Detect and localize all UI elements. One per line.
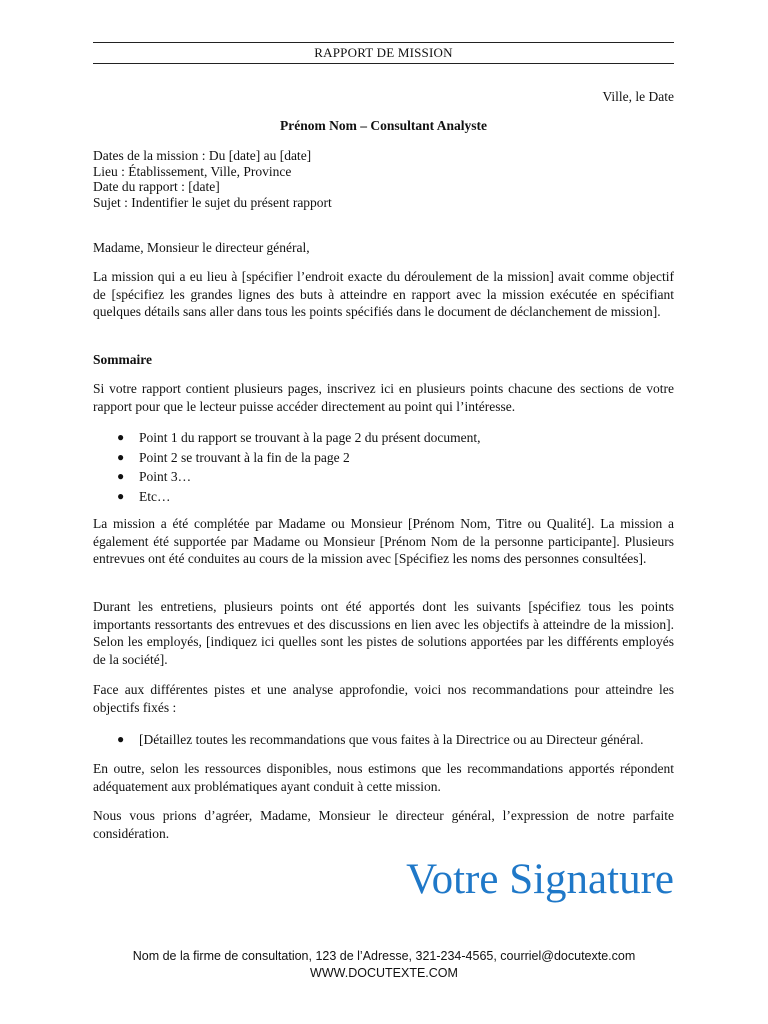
bullet-icon: ● <box>117 488 125 503</box>
signature: Votre Signature <box>406 856 674 903</box>
mission-meta <box>93 148 332 210</box>
list-item <box>93 487 674 507</box>
closing-text: Nous vous prions d’agréer, Madame, Monsieur le directeur général, l’expression de notre parfaite considération. <box>93 808 674 841</box>
header-bottom-rule <box>93 63 674 64</box>
closing-paragraph <box>93 807 674 842</box>
author-title: Prénom Nom – Consultant Analyste <box>279 118 487 133</box>
meta-location: Lieu : Établissement, Ville, Province <box>93 163 292 179</box>
meta-subject: Sujet : Indentifier le sujet du présent rapport <box>93 194 332 210</box>
summary-text: Si votre rapport contient plusieurs pages, inscrivez ici en plusieurs points chacune des sections de votre rapport pour que le lecteur puisse accéder directement au point qui l’intéresse. <box>93 381 674 414</box>
intro-text: La mission qui a eu lieu à [spécifier l’endroit exacte du déroulement de la mission] avait comme objectif de [spécifiez les grandes lignes des buts à atteindre en rapport avec la mission exécutée en spécifiant quelques détails sans aller dans tous les points spécifiés dans le document de déclanchement de mission]. <box>93 269 674 319</box>
bullet-icon: ● <box>117 449 125 464</box>
intro-paragraph <box>93 268 674 321</box>
completion-paragraph <box>93 515 674 568</box>
footer-website: WWW.DOCUTEXTE.COM <box>310 966 458 980</box>
header-top-rule <box>93 42 674 43</box>
summary-points-list <box>93 428 674 506</box>
summary-heading-text: Sommaire <box>93 352 152 367</box>
summary-heading <box>93 351 674 369</box>
bullet-icon: ● <box>117 469 125 483</box>
bullet-icon: ● <box>117 732 125 746</box>
list-item <box>93 448 674 468</box>
salutation-text: Madame, Monsieur le directeur général, <box>93 240 310 255</box>
completion-text: La mission a été complétée par Madame ou Monsieur [Prénom Nom, Titre ou Qualité]. La mission a également été supportée par Madame ou Monsieur [Prénom Nom de la personne participante]. Plusieurs entrevues ont été conduites au cours de la mission avec [Spécifiez les noms des personnes consultées]. <box>93 516 674 566</box>
recommendations-list <box>93 730 674 750</box>
list-item-text: Point 2 se trouvant à la fin de la page 2 <box>139 449 350 465</box>
list-item <box>93 730 674 750</box>
interviews-text: Durant les entretiens, plusieurs points ont été apportés dont les suivants [spécifiez tous les points importants ressortants des entrevues et des discussions en lien avec les objectifs à atteindre de la mission]. Selon les employés, [indiquez ici quelles sont les pistes de solutions apportées par les différents employés de la société]. <box>93 599 674 667</box>
meta-dates: Dates de la mission : Du [date] au [date] <box>93 148 312 163</box>
recommendations-intro <box>93 681 674 716</box>
resources-paragraph <box>93 760 674 795</box>
city-date: Ville, le Date <box>602 89 674 104</box>
list-item-text: Point 1 du rapport se trouvant à la page 2 du présent document, <box>139 430 481 445</box>
header-title: RAPPORT DE MISSION <box>314 45 453 60</box>
bullet-icon: ● <box>117 430 125 444</box>
summary-paragraph <box>93 380 674 415</box>
interviews-paragraph <box>93 598 674 668</box>
list-item <box>93 428 674 448</box>
list-item <box>93 467 674 487</box>
salutation <box>93 239 674 257</box>
recommendations-intro-text: Face aux différentes pistes et une analyse approfondie, voici nos recommandations pour atteindre les objectifs fixés : <box>93 682 674 715</box>
list-item-text: [Détaillez toutes les recommandations que vous faites à la Directrice ou au Directeur général. <box>139 732 644 747</box>
footer-address: Nom de la firme de consultation, 123 de l’Adresse, 321-234-4565, courriel@docutexte.com <box>132 949 636 963</box>
list-item-text: Point 3… <box>139 469 192 484</box>
meta-report-date: Date du rapport : [date] <box>93 179 220 194</box>
list-item-text: Etc… <box>139 488 171 504</box>
resources-text: En outre, selon les ressources disponibles, nous estimons que les recommandations apportés répondent adéquatement aux problématiques ayant conduit à cette mission. <box>93 761 674 794</box>
